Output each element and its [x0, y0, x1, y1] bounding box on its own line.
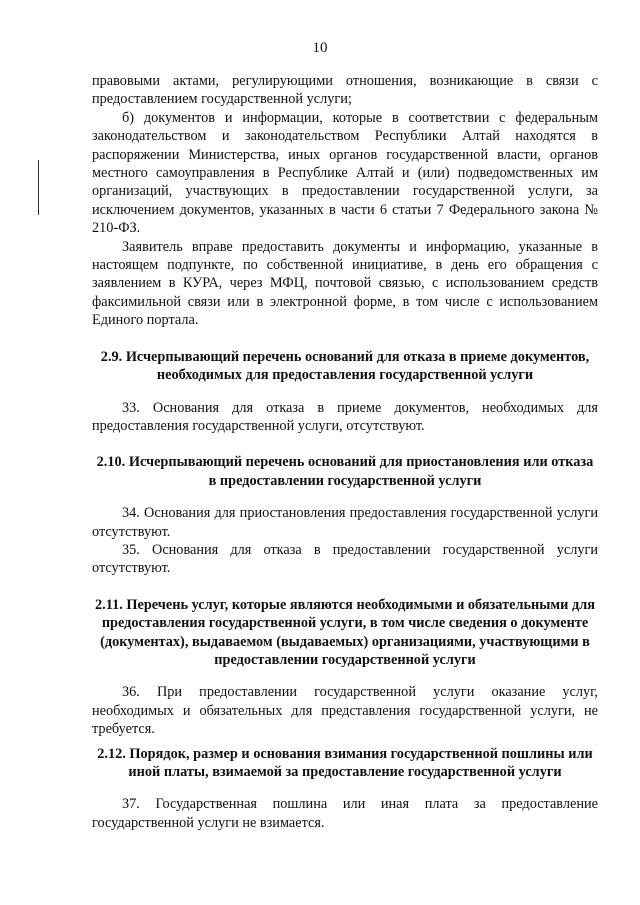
paragraph-33: 33. Основания для отказа в приеме документов, необходимых для предоставления государственной услуги, отсутствуют. [92, 399, 598, 434]
paragraph-continuation: правовыми актами, регулирующими отношения, возникающие в связи с предоставлением государственной услуги; [92, 73, 598, 108]
page-number: 10 [312, 40, 328, 56]
paragraph-37: 37. Государственная пошлина или иная плата за предоставление государственной услуги не взимается. [92, 796, 598, 831]
section-heading-2-12: 2.12. Порядок, размер и основания взимания государственной пошлины или иной платы, взимаемой за предоставление государственной услуги [97, 745, 593, 780]
paragraph-34: 34. Основания для приостановления предоставления государственной услуги отсутствуют. [92, 505, 598, 540]
section-heading-2-11: 2.11. Перечень услуг, которые являются необходимыми и обязательными для предоставления государственной услуги, в том числе сведения о документе (документах), выдаваемом (выдаваемых) организациями, участвующими в предоставлении государственной услуги [95, 596, 595, 668]
section-heading-2-9: 2.9. Исчерпывающий перечень оснований для отказа в приеме документов, необходимых для предоставления государственной услуги [100, 348, 590, 384]
paragraph-applicant-right: Заявитель вправе предоставить документы и информацию, указанные в настоящем подпункте, по собственной инициативе, в день его обращения с заявлением в КУРА, через МФЦ, почтовой связью, с использованием средств факсимильной связи или в электронной форме, в том числе с использованием Единого портала. [92, 238, 598, 329]
document-body [92, 72, 598, 832]
section-heading-2-10: 2.10. Исчерпывающий перечень оснований для приостановления или отказа в предоставлении государственной услуги [96, 454, 594, 489]
paragraph-b: б) документов и информации, которые в соответствии с федеральным законодательством и законодательством Республики Алтай находятся в распоряжении Министерства, иных органов государственной власти, органов местного самоуправления в Республике Алтай и (или) подведомственных им организаций, участвующих в предоставлении государственной услуги, за исключением документов, указанных в части 6 статьи 7 Федерального закона № 210-ФЗ. [92, 109, 598, 237]
paragraph-36: 36. При предоставлении государственной услуги оказание услуг, необходимых и обязательных для представления государственной услуги, не требуется. [92, 684, 598, 738]
paragraph-35: 35. Основания для отказа в предоставлении государственной услуги отсутствуют. [92, 541, 598, 577]
margin-mark [38, 160, 39, 215]
